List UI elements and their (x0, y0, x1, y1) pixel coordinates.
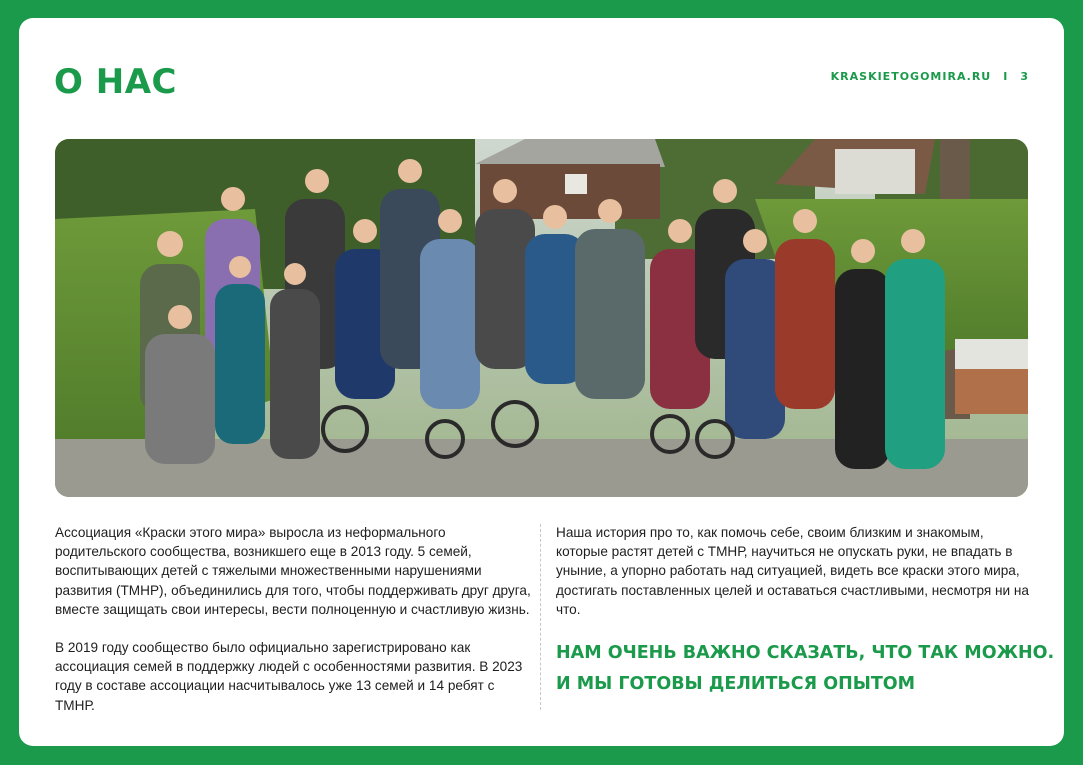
slogan (556, 638, 1055, 700)
right-column (556, 523, 1031, 638)
group-photo-image (55, 139, 1028, 497)
content-card (19, 18, 1064, 746)
slogan-line-2: И МЫ ГОТОВЫ ДЕЛИТЬСЯ ОПЫТОМ (556, 674, 916, 694)
left-paragraph-1: Ассоциация «Краски этого мира» выросла из неформального родительского сообщества, возникшего еще в 2013 году. 5 семей, воспитывающих детей с тяжелыми множественными нарушениями развития (ТМНР), объединились для того, чтобы поддерживать друг друга, вместе защищать свои интересы, вести полноценную и счастливую жизнь. (55, 525, 531, 617)
header-separator: I (1003, 70, 1009, 83)
page-number: 3 (1020, 70, 1029, 83)
page-header-meta (831, 70, 1029, 83)
group-photo (55, 139, 1028, 497)
site-link[interactable]: KRASKIETOGOMIRA.RU (830, 70, 992, 83)
slogan-line-1: НАМ ОЧЕНЬ ВАЖНО СКАЗАТЬ, ЧТО ТАК МОЖНО. (556, 643, 1055, 663)
left-paragraph-2: В 2019 году сообщество было официально зарегистрировано как ассоциация семей в поддержку людей с особенностями развития. В 2023 году в составе ассоциации насчитывалось уже 13 семей и 14 ребят с ТМНР. (55, 640, 523, 713)
page-title: О НАС (54, 62, 177, 102)
left-column (55, 523, 533, 734)
column-divider (540, 524, 541, 710)
right-paragraph-1: Наша история про то, как помочь себе, своим близким и знакомым, которые растят детей с ТМНР, научиться не опускать руки, не впадать в уныние, а упорно работать над ситуацией, видеть все краски этого мира, достигать поставленных целей и оставаться счастливыми, несмотря ни на что. (556, 525, 1029, 617)
